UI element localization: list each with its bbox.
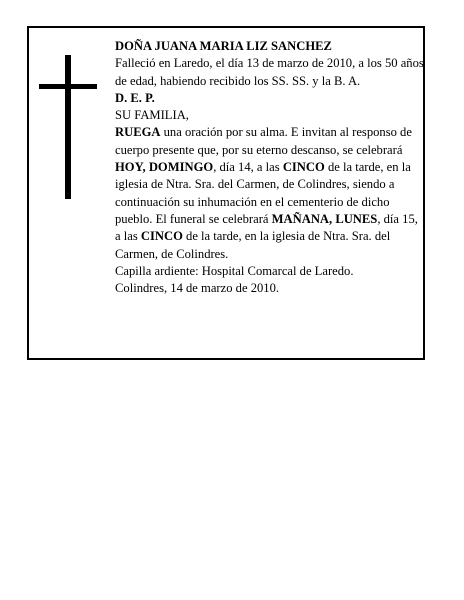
obituary-notice [27,26,425,360]
funeral-text-3: de la tarde, en la iglesia de Ntra. Sra. del Carmen, de Colindres. [115,229,391,261]
responso-text-3: de la tarde, en la iglesia de Ntra. Sra. del Carmen, de Colindres, siendo a continuación su inhumación en el cementerio de dicho pueblo. El funeral se celebrará [115,160,411,226]
manana-lunes: MAÑANA, LUNES [271,211,378,226]
place-date-line: Colindres, 14 de marzo de 2010. [115,281,280,296]
responso-text-2: , día 14, a las [213,160,283,175]
chapel-line: Capilla ardiente: Hospital Comarcal de Laredo. [115,263,354,278]
death-line-1: Falleció en Laredo, el día 13 de marzo de 2010, a los 50 años [115,56,424,71]
rip-abbreviation: D. E. P. [115,90,155,105]
cross-icon [39,55,97,199]
cross-horizontal-bar [39,84,97,89]
ruega-text: una oración por su alma. E invitan al responso de cuerpo presente que, por su eterno descanso, se celebrará [115,125,412,157]
death-line-2: de edad, habiendo recibido los SS. SS. y la B. A. [115,73,361,88]
cross-vertical-bar [65,55,71,199]
obituary-text [115,38,425,297]
ruega-word: RUEGA [115,125,161,140]
hoy-domingo: HOY, DOMINGO [115,160,214,175]
ceremony-paragraph [115,124,425,262]
cinco-second: CINCO [140,229,183,244]
funeral-text-2: , día 15, a las [115,211,418,244]
cinco-first: CINCO [282,160,325,175]
family-line: SU FAMILIA, [115,108,189,123]
deceased-name: DOÑA JUANA MARIA LIZ SANCHEZ [115,39,332,53]
